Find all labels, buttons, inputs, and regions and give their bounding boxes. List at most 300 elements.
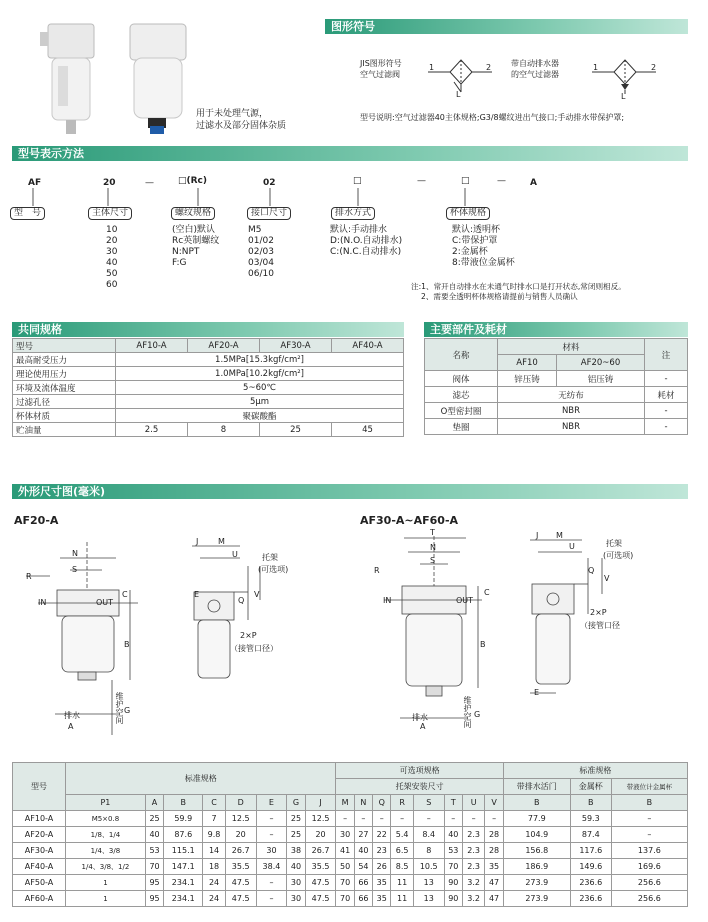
table-cell: 材料 xyxy=(498,339,645,355)
auto-label xyxy=(511,58,559,80)
table-cell: – xyxy=(611,827,687,843)
dim-label: M xyxy=(556,531,563,540)
dim-label: J xyxy=(536,531,539,540)
table-cell: 9.8 xyxy=(203,827,225,843)
dim-label: 排水 xyxy=(64,711,80,720)
table-cell: 30 xyxy=(256,843,287,859)
column-header: V xyxy=(485,795,503,811)
table-cell: 3.2 xyxy=(462,875,484,891)
table-cell: 带排水活门 xyxy=(503,779,570,795)
table-cell: 47.5 xyxy=(305,875,336,891)
table-cell: 耗材 xyxy=(645,387,688,403)
table-cell: 30 xyxy=(287,891,305,907)
table-row xyxy=(13,843,688,859)
table-cell: 35 xyxy=(373,875,391,891)
table-cell: 236.6 xyxy=(570,875,611,891)
table-cell: 234.1 xyxy=(164,875,203,891)
drain-option: D:(N.O.自动排水) xyxy=(330,236,403,246)
column-header: J xyxy=(305,795,336,811)
column-header: D xyxy=(225,795,256,811)
table-cell: 40 xyxy=(287,859,305,875)
code-drain: □ xyxy=(353,176,362,186)
table-cell: 20 xyxy=(305,827,336,843)
size-options xyxy=(106,225,117,291)
table-cell: 2.3 xyxy=(462,859,484,875)
table-cell: 273.9 xyxy=(503,891,570,907)
label-thread: 螺纹规格 xyxy=(171,207,215,220)
table-cell: 型号 xyxy=(13,339,116,353)
dim-label: S xyxy=(430,556,436,565)
table-cell: 8.5 xyxy=(391,859,413,875)
table-cell: 2.5 xyxy=(116,423,188,437)
table-cell: 8 xyxy=(413,843,444,859)
table-cell: 3.2 xyxy=(462,891,484,907)
table-cell: 12.5 xyxy=(305,811,336,827)
table-cell: 156.8 xyxy=(503,843,570,859)
dim-label: 维护空间 xyxy=(463,696,472,728)
outline-bar xyxy=(12,484,688,499)
table-row xyxy=(13,339,404,353)
table-cell: 45 xyxy=(332,423,404,437)
dim-label: J xyxy=(196,537,199,546)
table-cell: 13 xyxy=(413,875,444,891)
drain-option: 默认:手动排水 xyxy=(330,225,388,235)
table-cell: 垫圈 xyxy=(425,419,498,435)
label-line: 带自动排水器 xyxy=(511,59,559,68)
table-cell: 47 xyxy=(485,875,503,891)
table-cell: 11 xyxy=(391,875,413,891)
column-header: B xyxy=(164,795,203,811)
drain-option: C:(N.C.自动排水) xyxy=(330,247,402,257)
parts-table xyxy=(424,338,688,435)
dim-label: V xyxy=(604,574,610,583)
common-spec-bar xyxy=(12,322,404,337)
dim-label: A xyxy=(420,722,426,731)
table-cell: 35 xyxy=(373,891,391,907)
dim-label: OUT xyxy=(456,596,474,605)
table-cell: 过滤孔径 xyxy=(13,395,116,409)
dim-label: M xyxy=(218,537,225,546)
table-cell: 26 xyxy=(373,859,391,875)
table-cell: – xyxy=(462,811,484,827)
model-cell: AF20-A xyxy=(13,827,66,843)
table-cell: 1.0MPa[10.2kgf/cm²] xyxy=(116,367,404,381)
table-cell: 环境及流体温度 xyxy=(13,381,116,395)
table-cell: 35.5 xyxy=(305,859,336,875)
table-cell: 41 xyxy=(336,843,354,859)
table-cell: 14 xyxy=(203,843,225,859)
table-row xyxy=(13,859,688,875)
table-cell: – xyxy=(373,811,391,827)
table-cell: – xyxy=(256,827,287,843)
table-row xyxy=(425,403,688,419)
code-dash: — xyxy=(417,176,426,186)
table-cell: 47.5 xyxy=(225,891,256,907)
table-cell: – xyxy=(256,811,287,827)
drawing-title: AF20-A xyxy=(14,514,59,527)
table-row xyxy=(13,353,404,367)
table-cell: 1 xyxy=(66,891,146,907)
port-option: 02/03 xyxy=(248,247,274,257)
section-title: 型号表示方法 xyxy=(18,147,84,160)
table-cell: 理论使用压力 xyxy=(13,367,116,381)
size-option: 50 xyxy=(106,269,118,279)
table-cell: 66 xyxy=(354,875,372,891)
port-label: 2 xyxy=(651,63,657,72)
table-cell: 104.9 xyxy=(503,827,570,843)
column-header: B xyxy=(570,795,611,811)
dim-label: E xyxy=(534,688,540,697)
table-row xyxy=(13,891,688,907)
table-cell: 铝压铸 xyxy=(557,371,645,387)
table-cell: – xyxy=(444,811,462,827)
column-header: G xyxy=(287,795,305,811)
table-cell: – xyxy=(611,811,687,827)
dim-label: IN xyxy=(38,598,47,607)
model-cell: AF30-A xyxy=(13,843,66,859)
table-cell: 53 xyxy=(444,843,462,859)
table-cell: 11 xyxy=(391,891,413,907)
table-cell: 2.3 xyxy=(462,827,484,843)
table-row xyxy=(425,339,688,355)
table-cell: 7 xyxy=(203,811,225,827)
dim-label: Q xyxy=(588,566,595,575)
column-header: E xyxy=(256,795,287,811)
table-row xyxy=(425,419,688,435)
table-cell: 256.6 xyxy=(611,875,687,891)
dim-label: 2×P xyxy=(240,631,257,640)
code-af: AF xyxy=(28,178,42,188)
table-cell: AF30-A xyxy=(260,339,332,353)
table-cell: 5~60℃ xyxy=(116,381,404,395)
drain-options xyxy=(330,225,402,258)
model-cell: AF40-A xyxy=(13,859,66,875)
dim-label: A xyxy=(68,722,74,731)
table-cell: 注 xyxy=(645,339,688,371)
label-line: JIS图形符号 xyxy=(360,59,402,68)
label-port-wrap xyxy=(247,207,291,220)
table-cell: 236.6 xyxy=(570,891,611,907)
model-cell: AF50-A xyxy=(13,875,66,891)
bowl-option: 8:带液位金属杯 xyxy=(452,258,515,268)
table-cell: 256.6 xyxy=(611,891,687,907)
size-option: 60 xyxy=(106,280,118,290)
table-cell: 38 xyxy=(287,843,305,859)
port-label: 1 xyxy=(593,63,599,72)
table-cell: 名称 xyxy=(425,339,498,371)
table-cell: 59.3 xyxy=(570,811,611,827)
table-cell: 147.1 xyxy=(164,859,203,875)
column-header: T xyxy=(444,795,462,811)
dim-label: B xyxy=(124,640,130,649)
port-option: 01/02 xyxy=(248,236,274,246)
table-cell: AF20-A xyxy=(188,339,260,353)
table-cell: 20 xyxy=(225,827,256,843)
dim-label: N xyxy=(72,549,78,558)
table-cell: 28 xyxy=(485,827,503,843)
table-cell: – xyxy=(354,811,372,827)
port-option: 06/10 xyxy=(248,269,274,279)
port-label: 1 xyxy=(429,63,435,72)
table-cell: – xyxy=(485,811,503,827)
table-cell: - xyxy=(645,419,688,435)
table-cell: 38.4 xyxy=(256,859,287,875)
label-model-wrap xyxy=(10,207,45,220)
bowl-options xyxy=(452,225,515,269)
af20-front-view xyxy=(20,530,170,745)
label-thread-wrap xyxy=(171,207,215,220)
table-cell: – xyxy=(391,811,413,827)
code-bowl: □ xyxy=(461,176,470,186)
table-cell: M5×0.8 xyxy=(66,811,146,827)
table-cell: 149.6 xyxy=(570,859,611,875)
table-cell: 47.5 xyxy=(305,891,336,907)
table-cell: 53 xyxy=(145,843,163,859)
table-cell: 杯体材质 xyxy=(13,409,116,423)
port-label: L xyxy=(456,90,461,99)
table-cell: 贮油量 xyxy=(13,423,116,437)
table-cell: 117.6 xyxy=(570,843,611,859)
table-cell: 24 xyxy=(203,891,225,907)
table-row xyxy=(13,795,688,811)
table-cell: 8.4 xyxy=(413,827,444,843)
table-row xyxy=(13,763,688,779)
section-title: 外形尺寸图(毫米) xyxy=(18,485,106,498)
thread-option: N:NPT xyxy=(172,247,200,257)
table-cell: 10.5 xyxy=(413,859,444,875)
model-cell: AF10-A xyxy=(13,811,66,827)
table-cell: 12.5 xyxy=(225,811,256,827)
table-cell: 1 xyxy=(66,875,146,891)
dim-label: V xyxy=(254,590,260,599)
product-caption xyxy=(196,108,286,132)
table-cell: 234.1 xyxy=(164,891,203,907)
section-title: 主要部件及耗材 xyxy=(430,323,507,336)
label-drain: 排水方式 xyxy=(331,207,375,220)
size-option: 10 xyxy=(106,225,118,235)
table-cell: – xyxy=(413,811,444,827)
table-cell: 24 xyxy=(203,875,225,891)
table-cell: – xyxy=(336,811,354,827)
table-cell: 66 xyxy=(354,891,372,907)
port-options xyxy=(248,225,274,280)
port-label: L xyxy=(621,92,626,101)
table-cell: 77.9 xyxy=(503,811,570,827)
caption-line: 过滤水及部分固体杂质 xyxy=(196,121,287,131)
dim-label: 维护空间 xyxy=(115,692,124,724)
table-cell: 90 xyxy=(444,875,462,891)
table-cell: 无纺布 xyxy=(498,387,645,403)
table-cell: 87.4 xyxy=(570,827,611,843)
table-cell: 35.5 xyxy=(225,859,256,875)
label-model: 型 号 xyxy=(10,207,45,220)
dim-label: IN xyxy=(383,596,392,605)
table-cell: 1/8、1/4 xyxy=(66,827,146,843)
column-header: B xyxy=(503,795,570,811)
size-option: 20 xyxy=(106,236,118,246)
table-cell: 95 xyxy=(145,875,163,891)
table-cell: 1/4、3/8、1/2 xyxy=(66,859,146,875)
dim-label: 排水 xyxy=(412,713,428,722)
table-cell: 40 xyxy=(145,827,163,843)
table-cell: 26.7 xyxy=(225,843,256,859)
table-cell: O型密封圈 xyxy=(425,403,498,419)
dimension-table xyxy=(12,762,688,907)
table-cell: 59.9 xyxy=(164,811,203,827)
table-cell: 70 xyxy=(336,875,354,891)
table-cell: AF40-A xyxy=(332,339,404,353)
dim-label: G xyxy=(474,710,481,719)
dim-label: （接管口径） xyxy=(230,644,278,653)
table-cell: 25 xyxy=(260,423,332,437)
table-cell: 90 xyxy=(444,891,462,907)
column-header: C xyxy=(203,795,225,811)
code-size: 20 xyxy=(103,178,116,188)
dim-label: C xyxy=(122,590,128,599)
column-header: Q xyxy=(373,795,391,811)
common-spec-table xyxy=(12,338,404,437)
table-cell: 滤芯 xyxy=(425,387,498,403)
table-cell: 标准规格 xyxy=(503,763,687,779)
table-cell: 聚碳酸酯 xyxy=(116,409,404,423)
table-row xyxy=(13,875,688,891)
model-desc: 型号说明:空气过滤器40主体规格;G3/8螺纹进出气接口;手动排水带保护罩; xyxy=(360,113,625,122)
table-cell: AF10-A xyxy=(116,339,188,353)
code-dash: — xyxy=(145,178,154,188)
dim-label: （接管口径 xyxy=(580,621,620,630)
table-cell: 22 xyxy=(373,827,391,843)
label-bowl: 杯体规格 xyxy=(446,207,490,220)
dim-label: Q xyxy=(238,596,245,605)
thread-option: F:G xyxy=(172,258,187,268)
section-title: 共同规格 xyxy=(18,323,62,336)
table-cell: 1/4、3/8 xyxy=(66,843,146,859)
product-photo xyxy=(30,14,210,144)
table-cell: 标准规格 xyxy=(66,763,336,795)
column-header: B xyxy=(611,795,687,811)
code-dash: — xyxy=(497,176,506,186)
thread-option: Rc英制螺纹 xyxy=(172,236,220,246)
dim-label: 托架 xyxy=(262,553,278,562)
table-cell: 1.5MPa[15.3kgf/cm²] xyxy=(116,353,404,367)
dim-label: 2×P xyxy=(590,608,607,617)
bowl-option: 默认:透明杯 xyxy=(452,225,501,235)
dim-label: (可选项) xyxy=(603,551,634,560)
column-header: N xyxy=(354,795,372,811)
model-notes xyxy=(411,282,626,302)
label-port: 接口尺寸 xyxy=(247,207,291,220)
label-size-wrap xyxy=(88,207,132,220)
dim-label: (可选项) xyxy=(258,565,289,574)
table-cell: AF20~60 xyxy=(557,355,645,371)
table-cell: 5.4 xyxy=(391,827,413,843)
dim-label: U xyxy=(569,542,575,551)
table-cell: 169.6 xyxy=(611,859,687,875)
thread-options xyxy=(172,225,219,269)
table-cell: 18 xyxy=(203,859,225,875)
model-cell: AF60-A xyxy=(13,891,66,907)
table-cell: 5μm xyxy=(116,395,404,409)
table-cell: 30 xyxy=(336,827,354,843)
table-row xyxy=(425,387,688,403)
table-cell: 186.9 xyxy=(503,859,570,875)
table-cell: – xyxy=(256,891,287,907)
dim-label: OUT xyxy=(96,598,114,607)
dim-label: T xyxy=(430,528,435,537)
label-size: 主体尺寸 xyxy=(88,207,132,220)
table-cell: 27 xyxy=(354,827,372,843)
table-cell: NBR xyxy=(498,419,645,435)
table-cell: 带液位计金属杯 xyxy=(611,779,687,795)
column-header: M xyxy=(336,795,354,811)
column-header: A xyxy=(145,795,163,811)
table-cell: 273.9 xyxy=(503,875,570,891)
column-header: P1 xyxy=(66,795,146,811)
table-cell: 47.5 xyxy=(225,875,256,891)
table-cell: 13 xyxy=(413,891,444,907)
table-row xyxy=(425,371,688,387)
table-cell: 可选项规格 xyxy=(336,763,503,779)
bowl-option: 2:金属杯 xyxy=(452,247,488,257)
table-cell: 型号 xyxy=(13,763,66,811)
table-row xyxy=(13,381,404,395)
table-cell: - xyxy=(645,403,688,419)
table-cell: 8 xyxy=(188,423,260,437)
table-cell: 50 xyxy=(336,859,354,875)
dim-label: E xyxy=(194,590,200,599)
table-cell: 阀体 xyxy=(425,371,498,387)
code-connectors xyxy=(8,188,568,208)
symbol-bar xyxy=(325,19,688,34)
parts-bar xyxy=(424,322,688,337)
column-header: U xyxy=(462,795,484,811)
table-cell: 115.1 xyxy=(164,843,203,859)
table-cell: 最高耐受压力 xyxy=(13,353,116,367)
table-row xyxy=(13,423,404,437)
dim-label: S xyxy=(72,565,78,574)
table-cell: 95 xyxy=(145,891,163,907)
table-row xyxy=(13,395,404,409)
table-cell: 137.6 xyxy=(611,843,687,859)
table-cell: 锌压铸 xyxy=(498,371,557,387)
table-cell: 70 xyxy=(145,859,163,875)
table-cell: 25 xyxy=(145,811,163,827)
table-cell: 2.3 xyxy=(462,843,484,859)
model-bar xyxy=(12,146,688,161)
table-cell: 70 xyxy=(444,859,462,875)
table-body xyxy=(13,811,688,907)
table-cell: 40 xyxy=(354,843,372,859)
jis-label xyxy=(360,58,402,80)
caption-line: 用于未处理气源， xyxy=(196,109,269,119)
table-cell: 70 xyxy=(336,891,354,907)
table-cell: 25 xyxy=(287,811,305,827)
dim-label: R xyxy=(374,566,380,575)
table-cell: 54 xyxy=(354,859,372,875)
table-cell: - xyxy=(645,371,688,387)
drawing-title: AF30-A~AF60-A xyxy=(360,514,459,527)
code-suffix: A xyxy=(530,178,537,188)
table-cell: 金属杯 xyxy=(570,779,611,795)
column-header: S xyxy=(413,795,444,811)
table-cell: 87.6 xyxy=(164,827,203,843)
table-cell: 23 xyxy=(373,843,391,859)
label-line: 空气过滤阀 xyxy=(360,70,400,79)
table-cell: – xyxy=(256,875,287,891)
section-title: 图形符号 xyxy=(331,20,375,33)
thread-option: (空白)默认 xyxy=(172,225,216,235)
table-row xyxy=(13,409,404,423)
